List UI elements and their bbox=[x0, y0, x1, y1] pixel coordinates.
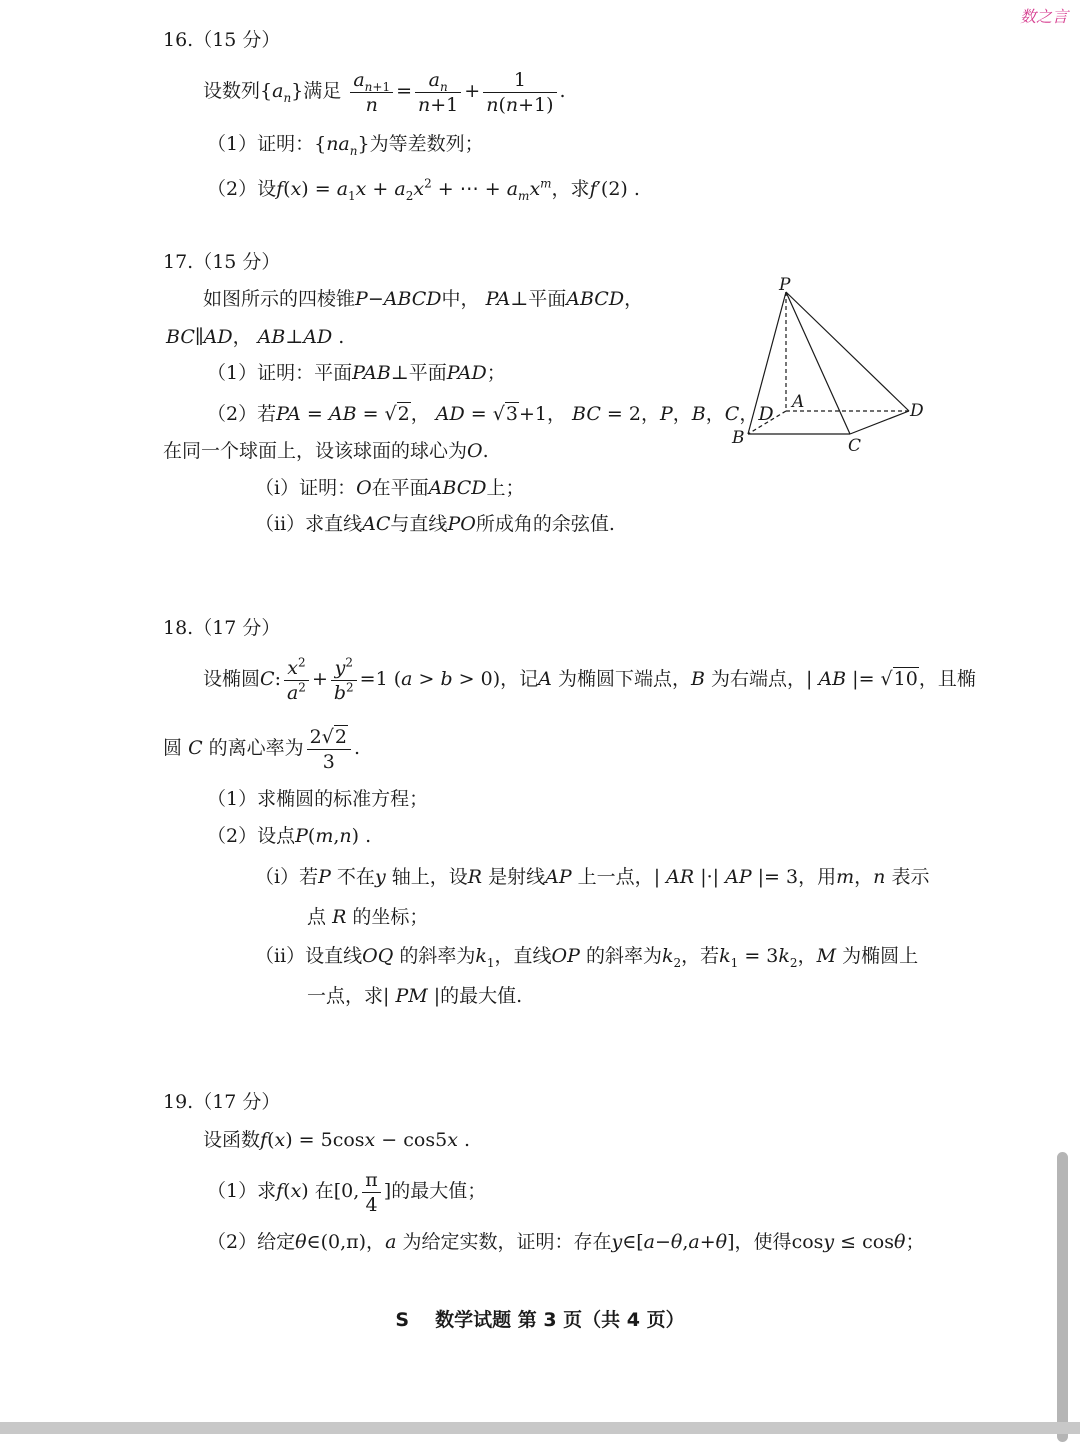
q16-part1: （1）证明：$\{na_n\}$为等差数列； bbox=[207, 133, 484, 158]
q18-sub-i-line1: （ⅰ）若P 不在y 轴上，设R 是射线AP 上一点，| AR |·| AP |= 3，用m，n 表示 bbox=[255, 866, 930, 888]
horizontal-scrollbar[interactable] bbox=[0, 1422, 1080, 1434]
q18-sub-ii-line1: （ⅱ）设直线OQ 的斜率为$k_1$，直线OP 的斜率为$k_2$，若$k_1 = 3k_2$，M 为椭圆上 bbox=[255, 945, 919, 970]
label-C: C bbox=[848, 436, 862, 456]
q17-header: 17.（15 分） bbox=[163, 251, 281, 273]
q18-part1: （1）求椭圆的标准方程； bbox=[207, 788, 429, 810]
label-B: B bbox=[732, 428, 745, 448]
footer-code: S bbox=[395, 1309, 410, 1331]
q16-part2: （2）设$f(x) = a_1x + a_2x^2$ + ⋯ + $a_mx^m$，求f′(2) . bbox=[207, 176, 640, 203]
watermark: 数之言 bbox=[1020, 7, 1069, 26]
q17-part2: （2）若PA = AB = √2， AD = √3+1， BC = 2，P，B，C，D bbox=[207, 403, 774, 425]
q18-sub-i-line2: 点 R 的坐标； bbox=[307, 906, 429, 928]
q19-header: 19.（17 分） bbox=[163, 1091, 281, 1113]
q19-intro: 设函数f(x) = 5cosx − cos5x . bbox=[203, 1129, 470, 1151]
q17-line1: 如图所示的四棱锥P−ABCD中， PA⊥平面ABCD， bbox=[203, 288, 644, 310]
q19-part2: （2）给定θ∈(0,π)，a 为给定实数，证明：存在y∈[a−θ,a+θ]，使得cosy ≤ cosθ； bbox=[207, 1231, 925, 1253]
q18-eccentricity: 圆 C 的离心率为 $\frac{2√2}{3}$ . bbox=[163, 725, 361, 773]
edge-PD bbox=[786, 292, 909, 411]
q17-part1: （1）证明：平面PAB⊥平面PAD； bbox=[207, 362, 506, 384]
q18-part2: （2）设点P(m,n) . bbox=[207, 825, 372, 847]
edge-PC bbox=[786, 292, 850, 434]
q16-header: 16.（15 分） bbox=[163, 29, 281, 51]
q17-sub-ii: （ⅱ）求直线AC与直线PO所成角的余弦值. bbox=[255, 513, 615, 535]
q18-sub-ii-line2: 一点，求| PM |的最大值. bbox=[307, 985, 523, 1007]
vertical-scrollbar[interactable] bbox=[1057, 1152, 1068, 1442]
pyramid-figure bbox=[726, 270, 936, 460]
label-D: D bbox=[910, 401, 924, 421]
q17-sub-i: （ⅰ）证明：O在平面ABCD上； bbox=[255, 477, 525, 499]
q18-intro: 设椭圆C: $\frac{x^2}{a^2}$ + $\frac{y^2}{b^2}$ =1 (a > b > 0)，记A 为椭圆下端点，B 为右端点，| AB |= √10，且椭 bbox=[203, 655, 976, 704]
footer-page-info: 第 3 页（共 4 页） bbox=[517, 1309, 685, 1331]
q19-part1: （1）求f(x) 在[0, $\frac{\pi}{4}$ ]的最大值； bbox=[207, 1168, 487, 1216]
label-P: P bbox=[779, 275, 791, 295]
footer-subject: 数学试题 bbox=[435, 1309, 512, 1331]
q18-header: 18.（17 分） bbox=[163, 617, 281, 639]
q17-line2: BC∥AD， AB⊥AD . bbox=[166, 326, 345, 348]
edge-CD bbox=[850, 411, 909, 434]
edge-PB bbox=[748, 292, 786, 434]
page-footer bbox=[0, 1305, 1080, 1332]
q16-intro: 设数列$\{a_n\}$满足 $\frac{a_{n+1}}{n}$ = $\frac{a_n}{n+1}$ + $\frac{1}{n(n+1)}$ . bbox=[203, 68, 566, 116]
q17-sphere-line: 在同一个球面上，设该球面的球心为O. bbox=[163, 440, 489, 462]
label-A: A bbox=[792, 392, 805, 412]
